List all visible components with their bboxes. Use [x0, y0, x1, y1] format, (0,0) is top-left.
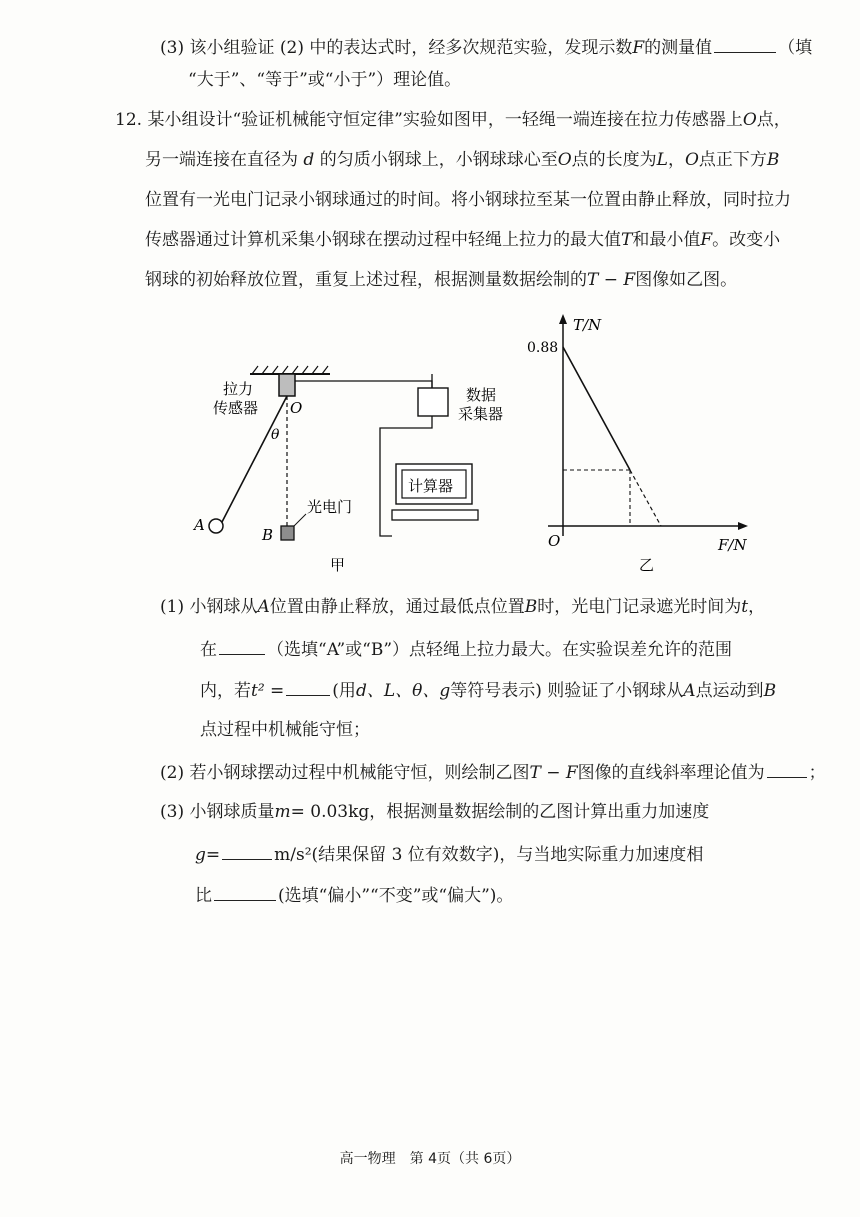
sensor-label-2: 传感器	[213, 399, 259, 417]
text: 比	[195, 886, 212, 906]
var: t² =	[251, 681, 285, 701]
ceiling-hatch	[252, 366, 328, 374]
answer-blank[interactable]	[219, 636, 265, 655]
text: 在	[200, 640, 217, 660]
text: 的测量值	[644, 38, 713, 58]
text: （选填“A”或“B”）点轻绳上拉力最大。在实验误差允许的范围	[267, 640, 733, 660]
var: d	[303, 150, 315, 170]
q12-line5	[145, 268, 737, 292]
text: 点，	[756, 110, 791, 130]
q12-line2	[145, 148, 779, 172]
angle-label: θ	[271, 427, 280, 443]
var: O	[557, 150, 572, 170]
part1-line1	[160, 595, 765, 619]
text: 和最小值	[632, 230, 701, 250]
text: = 0.03kg，根据测量数据绘制的乙图计算出重力加速度	[290, 802, 710, 822]
point-A-label: A	[194, 516, 205, 534]
sensor-label-1: 拉力	[223, 380, 254, 398]
data-line-extrapolation	[630, 470, 661, 526]
text: =	[205, 845, 221, 865]
collector-label-1: 数据	[466, 386, 497, 404]
var: F	[632, 38, 645, 58]
answer-blank[interactable]	[222, 841, 272, 860]
part1-line3	[200, 677, 776, 703]
text: 等符号表示) 则验证了小钢球从	[450, 681, 684, 701]
var: T − F	[529, 763, 578, 783]
q12-line1	[115, 108, 791, 132]
part3-line3	[195, 882, 513, 908]
question-number: 12.	[115, 110, 143, 130]
x-axis-arrow	[738, 522, 748, 530]
figure-jia	[192, 366, 503, 574]
y-intercept-label: 0.88	[527, 340, 559, 356]
experiment-figures	[0, 300, 860, 590]
text: (3) 小钢球质量	[160, 802, 275, 822]
text: ；	[808, 763, 826, 783]
data-line	[563, 347, 630, 470]
y-axis-arrow	[559, 314, 567, 324]
text: （填	[778, 38, 813, 58]
var: A	[257, 597, 270, 617]
text: 钢球的初始释放位置，重复上述过程，根据测量数据绘制的	[145, 270, 587, 290]
text: 时，光电门记录遮光时间为	[537, 597, 742, 617]
computer-label: 计算器	[408, 477, 454, 495]
point-O-label: O	[290, 399, 303, 417]
answer-blank[interactable]	[214, 882, 276, 901]
text: 图像如乙图。	[635, 270, 738, 290]
var: B	[524, 597, 538, 617]
page-footer: 高一物理 第 4页（共 6页）	[339, 1151, 521, 1167]
text: 图像的直线斜率理论值为	[577, 763, 765, 783]
text: (选填“偏小”“不变”或“偏大”)。	[278, 886, 514, 906]
x-axis-label: F/N	[718, 536, 747, 554]
var: T	[621, 230, 633, 250]
part2-line	[160, 759, 826, 785]
var: T − F	[587, 270, 636, 290]
light-gate	[281, 526, 294, 540]
collector-label-2: 采集器	[458, 405, 504, 423]
data-collector	[418, 388, 448, 416]
var: O	[742, 110, 757, 130]
var: d、L、θ、g	[355, 681, 451, 701]
figure-yi	[527, 314, 748, 574]
force-sensor	[279, 374, 295, 396]
text: 点的长度为	[571, 150, 657, 170]
var: m	[274, 802, 291, 822]
text: 某小组设计“验证机械能守恒定律”实验如图甲，一轻绳一端连接在拉力传感器上	[147, 110, 743, 130]
q11-part3-line2: “大于”、“等于”或“小于”）理论值。	[188, 70, 462, 90]
text: 的匀质小钢球上，小钢球球心至	[319, 150, 558, 170]
text: (1) 小钢球从	[160, 597, 258, 617]
computer-keyboard	[392, 510, 478, 520]
part1-line4: 点过程中机械能守恒；	[200, 720, 370, 740]
text: (3) 该小组验证 (2) 中的表达式时，经多次规范实验，发现示数	[160, 38, 633, 58]
part3-line1	[160, 800, 709, 824]
var: B	[763, 681, 777, 701]
text: m/s²(结果保留 3 位有效数字)，与当地实际重力加速度相	[274, 845, 704, 865]
q11-part3-line1	[160, 34, 812, 60]
text: 另一端连接在直径为	[145, 150, 298, 170]
text: (2) 若小钢球摆动过程中机械能守恒，则绘制乙图	[160, 763, 530, 783]
text: 内，若	[200, 681, 251, 701]
steel-ball	[209, 519, 223, 533]
gate-label: 光电门	[307, 498, 353, 516]
text: ，	[748, 597, 766, 617]
part3-line2	[195, 841, 703, 867]
text: 。改变小	[712, 230, 781, 250]
q12-line3: 位置有一光电门记录小钢球通过的时间。将小钢球拉至某一位置由静止释放，同时拉力	[145, 190, 791, 210]
var: A	[683, 681, 696, 701]
y-axis-label: T/N	[573, 316, 602, 334]
origin-label: O	[548, 532, 561, 550]
var: g	[195, 845, 206, 865]
q12-line4	[145, 228, 780, 252]
var: O	[684, 150, 699, 170]
answer-blank[interactable]	[714, 34, 776, 53]
text: 点正下方	[698, 150, 767, 170]
var: L	[656, 150, 668, 170]
text: ，	[667, 150, 685, 170]
answer-blank[interactable]	[286, 677, 330, 696]
sensor-wire	[295, 381, 432, 388]
text: (用	[332, 681, 356, 701]
var: F	[700, 230, 713, 250]
figure-jia-caption: 甲	[330, 556, 346, 574]
text: 传感器通过计算机采集小钢球在摆动过程中轻绳上拉力的最大值	[145, 230, 621, 250]
figure-yi-caption: 乙	[639, 556, 655, 574]
point-B-label: B	[262, 526, 274, 544]
text: 位置由静止释放，通过最低点位置	[269, 597, 525, 617]
var: B	[766, 150, 780, 170]
part1-line2	[200, 636, 732, 662]
var: t	[741, 597, 749, 617]
text: 点运动到	[695, 681, 764, 701]
answer-blank[interactable]	[767, 759, 807, 778]
